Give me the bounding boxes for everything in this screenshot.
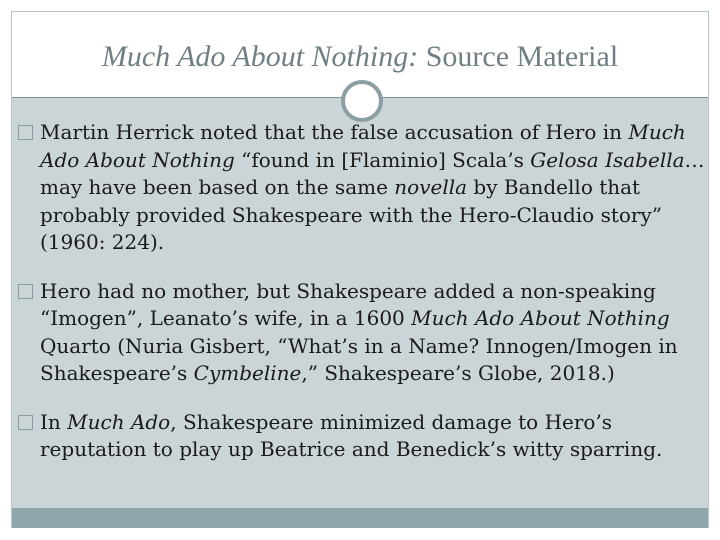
bullet-text-1: Martin Herrick noted that the false accusation of Hero in Much Ado About Nothing “found in [Flaminio] Scala’s Gelosa Isabella…may have been based on the same novella by Bandello that probably provided Shakespeare with the Hero-Claudio story” (1960: 224). (40, 120, 705, 254)
bullet-box-icon (18, 284, 33, 299)
slide-title (12, 40, 708, 74)
footer-band (12, 508, 708, 528)
bullet-text-2: Hero had no mother, but Shakespeare added a non-speaking “Imogen”, Leanato’s wife, in a 1600 Much Ado About Nothing Quarto (Nuria Gisbert, “What’s in a Name? Innogen/Imogen in Shakespeare’s Cymbeline,” Shakespeare’s Globe, 2018.) (40, 278, 678, 385)
bullet-box-icon (18, 415, 33, 430)
bullet-item-1 (16, 119, 708, 257)
slide-title-italic: Much Ado About Nothing: (101, 40, 419, 73)
bullet-item-2 (16, 278, 708, 388)
slide-title-rest: Source Material (418, 40, 619, 73)
divider-right (380, 97, 708, 98)
bullet-box-icon (18, 125, 33, 140)
divider-left (12, 97, 342, 98)
bullet-text-3: In Much Ado, Shakespeare minimized damage to Hero’s reputation to play up Beatrice and Benedick’s witty sparring. (40, 409, 663, 461)
bullet-list (16, 119, 708, 485)
bullet-item-3 (16, 409, 708, 464)
circle-ornament-icon (341, 80, 383, 122)
